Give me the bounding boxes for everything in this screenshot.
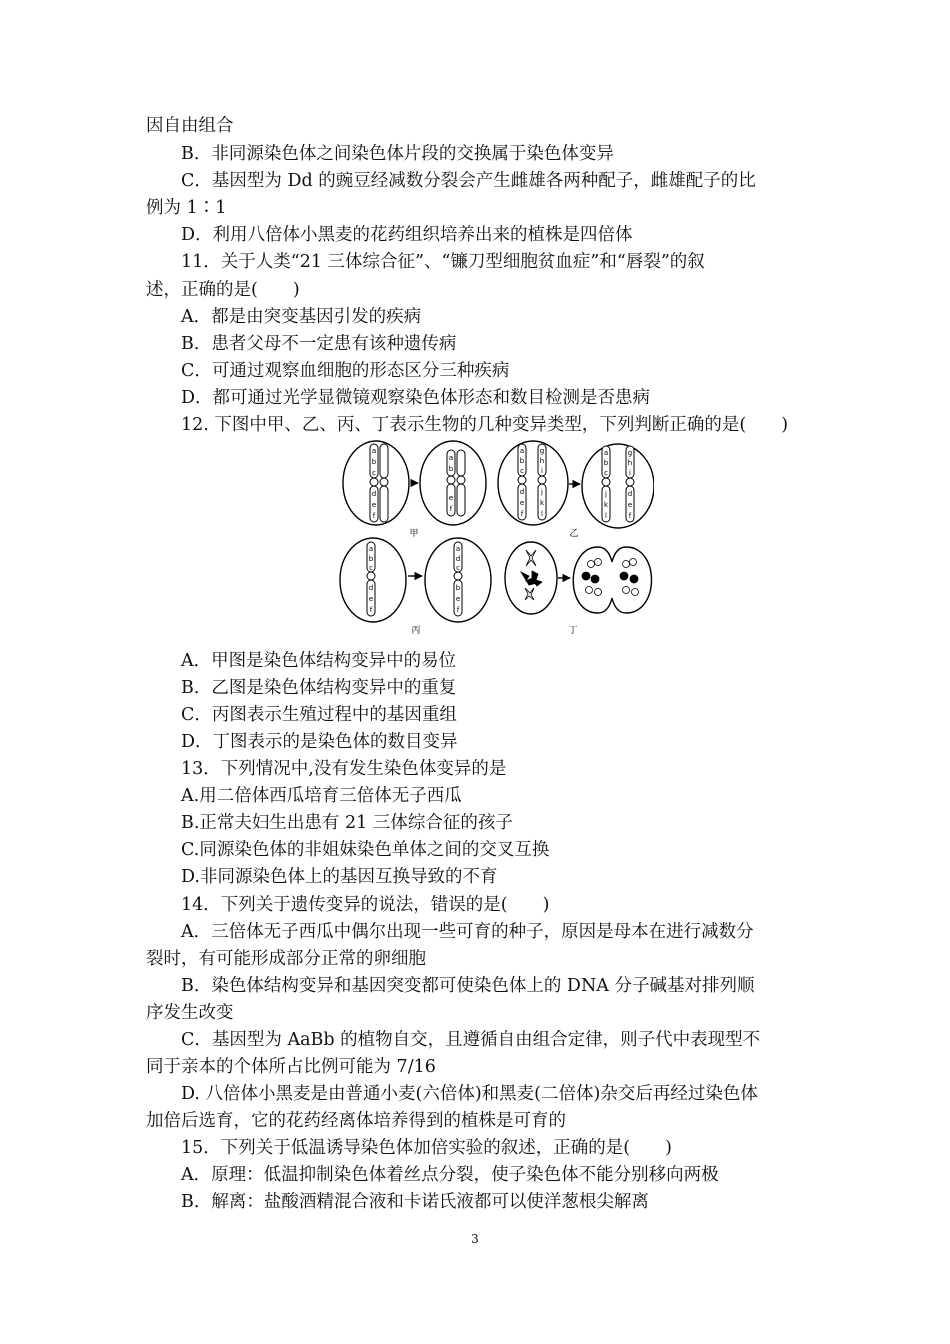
cell-yi-left xyxy=(498,441,568,525)
gene-label: c xyxy=(520,467,524,475)
gene-label: h xyxy=(627,459,633,467)
gene-label: a xyxy=(455,545,461,553)
gene-label: f xyxy=(369,606,373,614)
gene-label: l xyxy=(605,512,607,520)
text-line: B．非同源染色体之间染色体片段的交换属于染色体变异 xyxy=(181,144,614,164)
chromosome-jia-left xyxy=(370,444,388,522)
text-line: 因自由组合 xyxy=(146,116,234,136)
gene-label: a xyxy=(368,545,374,553)
gene-label: i xyxy=(629,469,631,477)
gene-label: b xyxy=(455,584,461,592)
gene-label: f xyxy=(449,505,453,513)
gene-label: g xyxy=(539,447,545,455)
question-14: 14．下列关于遗传变异的说法，错误的是( ) xyxy=(181,895,550,915)
option-c: C．基因型为 AaBb 的植物自交，且遵循自由组合定律，则子代中表现型不 xyxy=(181,1030,761,1050)
text-line: 序发生改变 xyxy=(146,1003,234,1023)
option-c: C．丙图表示生殖过程中的基因重组 xyxy=(181,705,457,725)
gene-label: d xyxy=(371,490,377,498)
gene-label: f xyxy=(372,512,376,520)
gene-label: f xyxy=(456,606,460,614)
chromosome-yi-right xyxy=(602,446,634,522)
gene-label: c xyxy=(456,564,460,572)
gene-label: j xyxy=(541,488,543,496)
option-b: B．染色体结构变异和基因突变都可使染色体上的 DNA 分子碱基对排列顺 xyxy=(181,976,755,996)
gene-label: i xyxy=(541,467,543,475)
option-c: C.同源染色体的非姐妹染色单体之间的交叉互换 xyxy=(181,840,550,860)
option-d: D．丁图表示的是染色体的数目变异 xyxy=(181,732,458,752)
option-d: D. 八倍体小黑麦是由普通小麦(六倍体)和黑麦(二倍体)杂交后再经过染色体 xyxy=(181,1084,758,1104)
gene-label: d xyxy=(455,555,461,563)
gene-label: j xyxy=(605,490,607,498)
option-d: D.非同源染色体上的基因互换导致的不育 xyxy=(181,867,498,887)
gene-label: g xyxy=(627,449,633,457)
gene-label: b xyxy=(448,465,454,473)
text-line: 例为 1∶1 xyxy=(146,198,227,218)
chromosome-yi-left xyxy=(518,444,546,520)
gene-label: a xyxy=(603,449,609,457)
question-11: 11．关于人类“21 三体综合征”、“镰刀型细胞贫血症”和“唇裂”的叙 xyxy=(181,252,705,272)
gene-label: e xyxy=(455,595,461,603)
gene-label: c xyxy=(372,469,376,477)
text-line: 加倍后选育，它的花药经离体培养得到的植株是可育的 xyxy=(146,1111,566,1131)
cell-ding-left xyxy=(505,542,557,614)
option-a: A．三倍体无子西瓜中偶尔出现一些可育的种子，原因是母本在进行减数分 xyxy=(181,922,754,942)
question-15: 15．下列关于低温诱导染色体加倍实验的叙述，正确的是( ) xyxy=(181,1138,672,1158)
gene-label: a xyxy=(371,447,377,455)
text-line: 述，正确的是( ) xyxy=(146,280,300,300)
text-line: 裂时，有可能形成部分正常的卵细胞 xyxy=(146,949,426,969)
text-line: 同于亲本的个体所占比例可能为 7/16 xyxy=(146,1057,436,1077)
gene-label: d xyxy=(368,584,374,592)
gene-label: h xyxy=(539,457,545,465)
text-line: D．利用八倍体小黑麦的花药组织培养出来的植株是四倍体 xyxy=(181,225,633,245)
gene-label: b xyxy=(603,459,609,467)
gene-label: b xyxy=(371,458,377,466)
label-yi: 乙 xyxy=(569,529,579,539)
gene-label: f xyxy=(520,510,524,518)
option-b: B．患者父母不一定患有该种遗传病 xyxy=(181,334,457,354)
option-c: C．可通过观察血细胞的形态区分三种疾病 xyxy=(181,361,510,381)
gene-label: b xyxy=(368,555,374,563)
gene-label: d xyxy=(519,488,525,496)
option-d: D．都可通过光学显微镜观察染色体形态和数目检测是否患病 xyxy=(181,388,651,408)
question-12: 12. 下图中甲、乙、丙、丁表示生物的几种变异类型，下列判断正确的是( ) xyxy=(181,415,789,435)
gene-label: l xyxy=(541,510,543,518)
question-13: 13．下列情况中,没有发生染色体变异的是 xyxy=(181,759,507,779)
gene-label: d xyxy=(627,490,633,498)
chromosome-bing-right xyxy=(454,542,462,616)
chromosome-variation-figure xyxy=(336,438,654,638)
option-b: B.正常夫妇生出患有 21 三体综合征的孩子 xyxy=(181,813,513,833)
gene-label: c xyxy=(604,469,608,477)
gene-label: k xyxy=(539,499,545,507)
option-a: A.用二倍体西瓜培育三倍体无子西瓜 xyxy=(181,786,462,806)
option-a: A．都是由突变基因引发的疾病 xyxy=(181,307,422,327)
label-bing: 丙 xyxy=(411,626,421,636)
gene-label: e xyxy=(519,499,525,507)
gene-label: f xyxy=(628,512,632,520)
gene-label: k xyxy=(603,501,609,509)
gene-label: e xyxy=(371,501,377,509)
option-b: B．解离：盐酸酒精混合液和卡诺氏液都可以使洋葱根尖解离 xyxy=(181,1192,649,1212)
page-number: 3 xyxy=(471,1232,479,1246)
option-a: A．原理：低温抑制染色体着丝点分裂，使子染色体不能分别移向两极 xyxy=(181,1165,719,1185)
gene-label: e xyxy=(627,501,633,509)
label-jia: 甲 xyxy=(409,529,419,539)
gene-label: e xyxy=(368,595,374,603)
gene-label: c xyxy=(369,564,373,572)
gene-label: e xyxy=(448,494,454,502)
text-line: C．基因型为 Dd 的豌豆经减数分裂会产生雌雄各两种配子，雌雄配子的比 xyxy=(181,171,756,191)
option-b: B．乙图是染色体结构变异中的重复 xyxy=(181,678,457,698)
option-a: A．甲图是染色体结构变异中的易位 xyxy=(181,651,457,671)
chromosome-bing-left xyxy=(367,542,375,616)
gene-label: b xyxy=(519,457,525,465)
cell-yi-right xyxy=(582,444,654,528)
label-ding: 丁 xyxy=(568,626,578,636)
gene-label: a xyxy=(448,454,454,462)
gene-label: a xyxy=(519,447,525,455)
